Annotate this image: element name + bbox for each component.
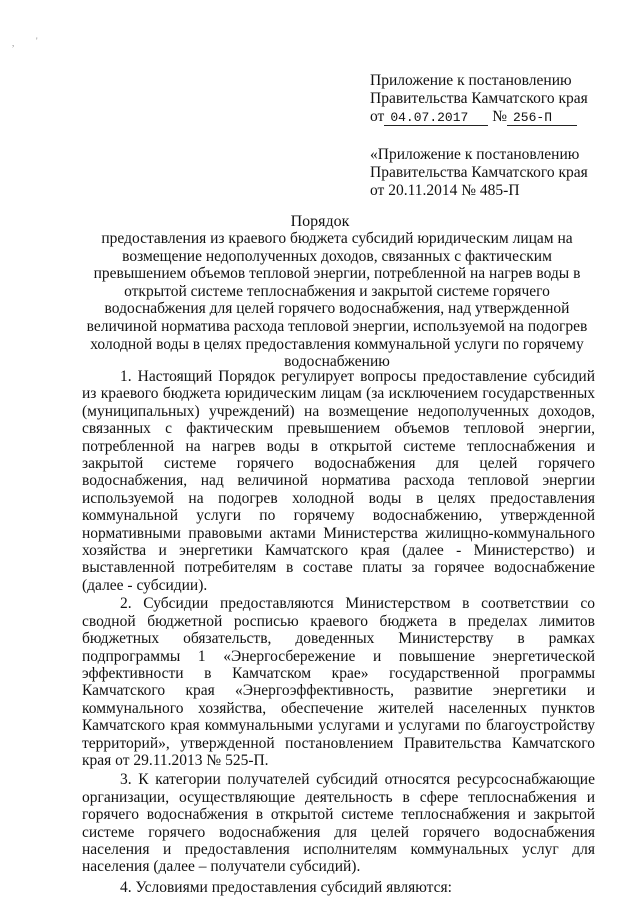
- approval-number-label: №: [492, 108, 507, 125]
- scan-speck: ,: [12, 38, 15, 48]
- document-body: [82, 368, 595, 896]
- approval-date: 04.07.2017: [384, 110, 488, 126]
- document-title: Порядок: [290, 213, 350, 230]
- approval-line-1: Приложение к постановлению: [370, 72, 572, 89]
- original-approval-line-1: «Приложение к постановлению: [370, 146, 580, 163]
- approval-line-2: Правительства Камчатского края: [370, 90, 588, 107]
- original-approval-line-3: от 20.11.2014 № 485-П: [370, 182, 520, 199]
- approval-from-label: от: [370, 108, 385, 125]
- paragraph-3: 3. К категории получателей субсидий относятся ресурсоснабжающие организации, осуществляющие деятельность в сфере теплоснабжения и горячего водоснабжения в открытой системе теплоснабжения и закрытой системе горячего водоснабжения для целей горячего водоснабжения населения и предоставления исполнителям коммунальных услуг для населения (далее – получатели субсидий).: [82, 771, 595, 876]
- original-approval-line-2: Правительства Камчатского края: [370, 164, 588, 181]
- scan-speck: ': [36, 36, 38, 46]
- paragraph-4: 4. Условиями предоставления субсидий являются:: [120, 878, 452, 896]
- paragraph-1: 1. Настоящий Порядок регулирует вопросы предоставление субсидий из краевого бюджета юридическим лицам (за исключением государственных (муниципальных) учреждений) на возмещение недополученных доходов, связанных с фактическим превышением объемов тепловой энергии, потребленной на нагрев воды в открытой системе теплоснабжения и закрытой системе горячего водоснабжения для целей горячего водоснабжения, над величиной норматива расхода тепловой энергии используемой на подогрев холодной воды в целях предоставления коммунальной услуги по горячему водоснабжению, утвержденной нормативными правовыми актами Министерства жилищно-коммунального хозяйства и энергетики Камчатского края (далее - Министерство) и выставленной потребителям в составе платы за горячее водоснабжение (далее - субсидии).: [82, 368, 595, 594]
- approval-date-line: [370, 108, 620, 126]
- approval-number: 256-П: [507, 110, 577, 126]
- document-subtitle: предоставления из краевого бюджета субсидий юридическим лицам на возмещение недополученных доходов, связанных с фактическим превышением объемов тепловой энергии, потребленной на нагрев воды в открытой системе теплоснабжения и закрытой системе горячего водоснабжения для целей горячего водоснабжения, над утвержденной величиной норматива расхода тепловой энергии, используемой на подогрев холодной воды в целях предоставления коммунальной услуги по горячему водоснабжению: [86, 230, 588, 371]
- paragraph-2: 2. Субсидии предоставляются Министерством в соответствии со сводной бюджетной росписью краевого бюджета в пределах лимитов бюджетных обязательств, доведенных Министерству в рамках подпрограммы 1 «Энергосбережение и повышение энергетической эффективности в Камчатском крае» государственной программы Камчатского края «Энергоэффективность, развитие энергетики и коммунального хозяйства, обеспечение жителей населенных пунктов Камчатского края коммунальными услугами и услугами по благоустройству территорий», утвержденной постановлением Правительства Камчатского края от 29.11.2013 № 525-П.: [82, 595, 595, 769]
- approval-stamp: [370, 72, 620, 200]
